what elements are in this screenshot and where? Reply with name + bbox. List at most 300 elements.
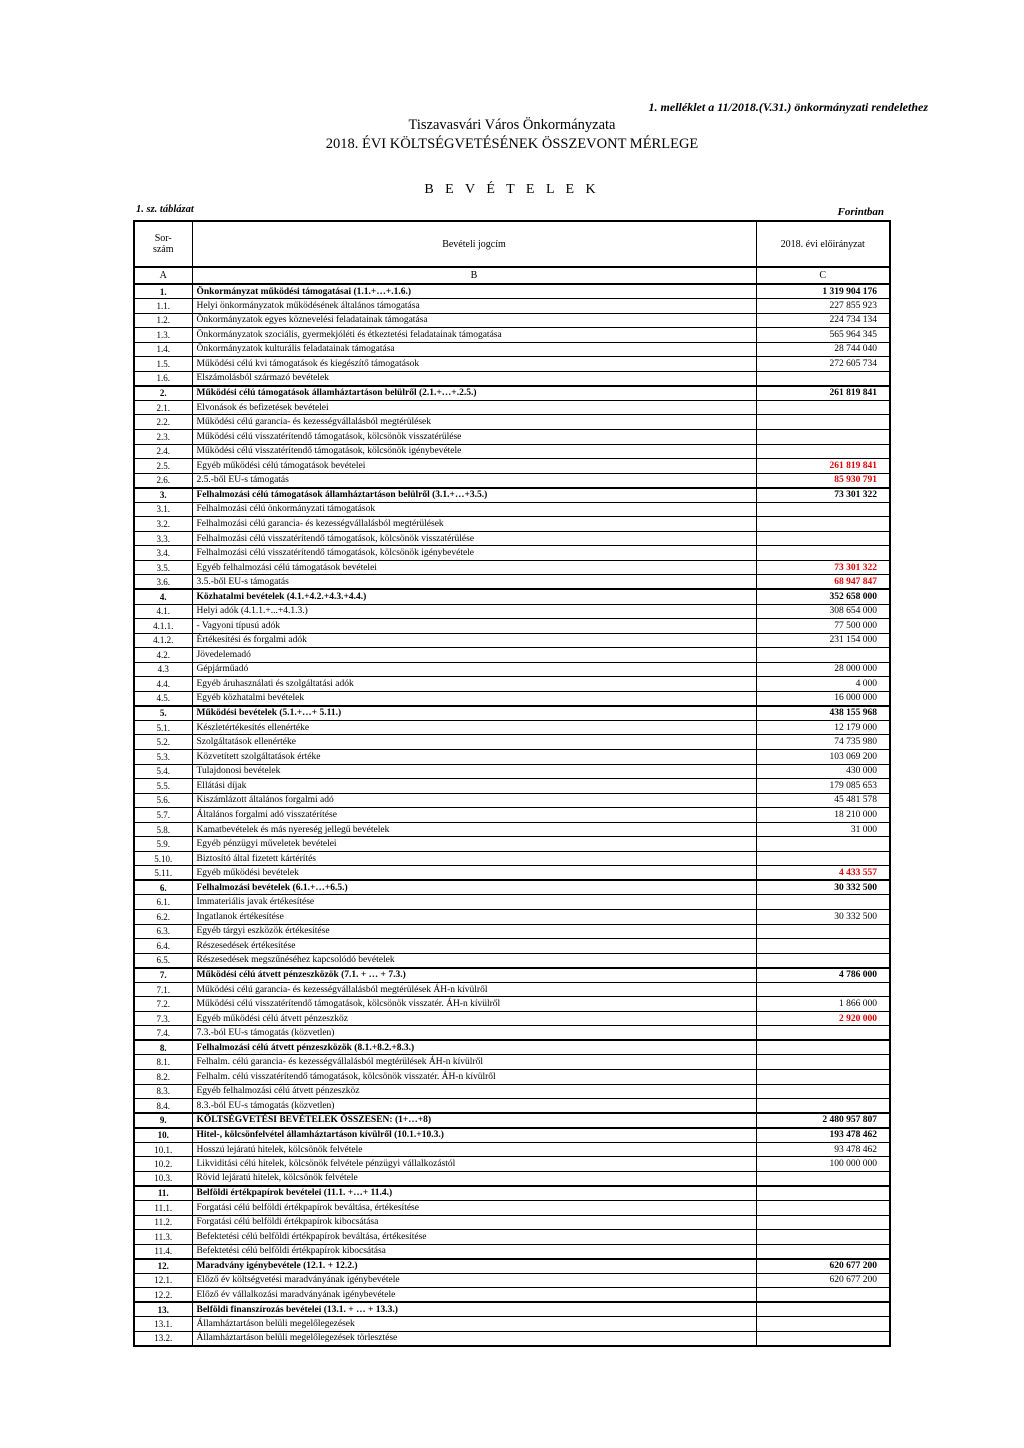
row-amount: 31 000 <box>756 822 890 837</box>
row-amount <box>756 648 890 663</box>
row-label: Felhalmozási célú támogatások államháztartáson belülről (3.1.+…+3.5.) <box>192 488 756 503</box>
row-number: 1.3. <box>134 328 192 343</box>
row-number: 3.2. <box>134 517 192 532</box>
row-amount <box>756 1288 890 1303</box>
table-row <box>134 444 890 459</box>
row-number: 11.3. <box>134 1230 192 1245</box>
row-label: Elszámolásból származó bevételek <box>192 371 756 386</box>
row-label: Közhatalmi bevételek (4.1.+4.2.+4.3.+4.4.) <box>192 589 756 604</box>
row-number: 5. <box>134 706 192 721</box>
row-number: 5.5. <box>134 779 192 794</box>
table-row <box>134 575 890 590</box>
row-amount: 438 155 968 <box>756 706 890 721</box>
row-number: 3.3. <box>134 531 192 546</box>
table-row-main <box>134 1186 890 1201</box>
row-label: Befektetési célú belföldi értékpapírok kibocsátása <box>192 1244 756 1259</box>
row-number: 12.1. <box>134 1273 192 1288</box>
row-number: 6.4. <box>134 939 192 954</box>
row-number: 5.3. <box>134 750 192 765</box>
row-number: 6. <box>134 880 192 895</box>
table-row <box>134 546 890 561</box>
table-row <box>134 299 890 314</box>
row-label: Forgatási célú belföldi értékpapírok beváltása, értékesítése <box>192 1200 756 1215</box>
table-row <box>134 822 890 837</box>
table-row <box>134 415 890 430</box>
row-number: 5.2. <box>134 735 192 750</box>
table-row <box>134 619 890 634</box>
row-label: Működési célú kvi támogatások és kiegészítő támogatások <box>192 357 756 372</box>
row-amount <box>756 1084 890 1099</box>
table-row <box>134 1055 890 1070</box>
table-row-main <box>134 284 890 299</box>
row-label: Forgatási célú belföldi értékpapírok kibocsátása <box>192 1215 756 1230</box>
table-row <box>134 1244 890 1259</box>
row-label: Önkormányzatok kulturális feladatainak támogatása <box>192 342 756 357</box>
row-amount <box>756 939 890 954</box>
row-number: 6.5. <box>134 953 192 968</box>
row-label: Belföldi értékpapírok bevételei (11.1. +…+ 11.4.) <box>192 1186 756 1201</box>
table-row <box>134 924 890 939</box>
row-number: 5.11. <box>134 866 192 881</box>
row-label: Működési célú visszatérítendő támogatások, kölcsönök visszatérülése <box>192 429 756 444</box>
table-row <box>134 429 890 444</box>
row-number: 13.1. <box>134 1317 192 1332</box>
table-row <box>134 866 890 881</box>
row-number: 10.1. <box>134 1142 192 1157</box>
municipality-title: Tiszavasvári Város Önkormányzata <box>408 117 616 133</box>
col-header-title: Bevételi jogcím <box>192 221 756 267</box>
row-number: 7.2. <box>134 997 192 1012</box>
row-number: 4. <box>134 589 192 604</box>
row-number: 4.2. <box>134 648 192 663</box>
table-row <box>134 357 890 372</box>
table-row-main <box>134 1113 890 1128</box>
table-row <box>134 939 890 954</box>
row-amount: 4 000 <box>756 677 890 692</box>
row-amount <box>756 1099 890 1114</box>
row-amount: 18 210 000 <box>756 808 890 823</box>
row-amount: 231 154 000 <box>756 633 890 648</box>
row-number: 4.1. <box>134 604 192 619</box>
row-number: 4.1.2. <box>134 633 192 648</box>
row-amount: 352 658 000 <box>756 589 890 604</box>
row-label: - Vagyoni típusú adók <box>192 619 756 634</box>
row-amount <box>756 1215 890 1230</box>
row-number: 8. <box>134 1040 192 1055</box>
row-label: Maradvány igénybevétele (12.1. + 12.2.) <box>192 1259 756 1274</box>
row-amount <box>756 982 890 997</box>
row-amount <box>756 371 890 386</box>
annex-reference: 1. melléklet a 11/2018.(V.31.) önkormányzati rendelethez <box>648 100 928 114</box>
table-row-main <box>134 706 890 721</box>
row-label: Egyéb felhalmozási célú átvett pénzeszköz <box>192 1084 756 1099</box>
row-amount <box>756 415 890 430</box>
table-row <box>134 1026 890 1041</box>
row-amount <box>756 924 890 939</box>
row-number: 8.3. <box>134 1084 192 1099</box>
row-amount <box>756 1302 890 1317</box>
row-label: Egyéb pénzügyi műveletek bevételei <box>192 837 756 852</box>
row-label: Előző év vállalkozási maradványának igénybevétele <box>192 1288 756 1303</box>
table-row <box>134 1142 890 1157</box>
row-label: Működési célú garancia- és kezességvállalásból megtérülések ÁH-n kívülről <box>192 982 756 997</box>
table-row <box>134 1011 890 1026</box>
row-number: 7.4. <box>134 1026 192 1041</box>
row-amount: 30 332 500 <box>756 880 890 895</box>
table-row <box>134 735 890 750</box>
row-number: 1.6. <box>134 371 192 386</box>
currency-unit: Forintban <box>837 206 884 218</box>
row-label: Kiszámlázott általános forgalmi adó <box>192 793 756 808</box>
row-number: 8.4. <box>134 1099 192 1114</box>
row-number: 5.7. <box>134 808 192 823</box>
row-number: 12. <box>134 1259 192 1274</box>
row-amount: 620 677 200 <box>756 1273 890 1288</box>
row-label: Működési célú átvett pénzeszközök (7.1. + … + 7.3.) <box>192 968 756 983</box>
table-row <box>134 313 890 328</box>
row-label: Tulajdonosi bevételek <box>192 764 756 779</box>
row-number: 4.1.1. <box>134 619 192 634</box>
row-number: 9. <box>134 1113 192 1128</box>
table-row <box>134 851 890 866</box>
table-row <box>134 1288 890 1303</box>
row-amount: 4 433 557 <box>756 866 890 881</box>
row-amount: 261 819 841 <box>756 386 890 401</box>
row-amount: 77 500 000 <box>756 619 890 634</box>
row-number: 2.5. <box>134 459 192 474</box>
table-row <box>134 750 890 765</box>
table-row <box>134 517 890 532</box>
row-amount: 224 734 134 <box>756 313 890 328</box>
row-amount: 73 301 322 <box>756 560 890 575</box>
table-row-main <box>134 386 890 401</box>
table-row <box>134 779 890 794</box>
row-amount <box>756 1040 890 1055</box>
col-letter-c: C <box>756 267 890 284</box>
row-label: Részesedések megszűnéséhez kapcsolódó bevételek <box>192 953 756 968</box>
row-number: 4.4. <box>134 677 192 692</box>
table-row <box>134 997 890 1012</box>
row-amount <box>756 531 890 546</box>
row-amount <box>756 1331 890 1346</box>
row-number: 3.1. <box>134 502 192 517</box>
row-number: 7.1. <box>134 982 192 997</box>
row-amount: 308 654 000 <box>756 604 890 619</box>
row-label: Ellátási díjak <box>192 779 756 794</box>
row-amount: 227 855 923 <box>756 299 890 314</box>
table-row-main <box>134 1040 890 1055</box>
row-amount: 179 085 653 <box>756 779 890 794</box>
table-row <box>134 1331 890 1346</box>
row-label: Felhalmozási célú visszatérítendő támogatások, kölcsönök visszatérülése <box>192 531 756 546</box>
row-number: 3.6. <box>134 575 192 590</box>
row-label: Helyi önkormányzatok működésének általános támogatása <box>192 299 756 314</box>
row-number: 5.8. <box>134 822 192 837</box>
document-title: 2018. ÉVI KÖLTSÉGVETÉSÉNEK ÖSSZEVONT MÉRLEGE <box>325 136 699 152</box>
col-letter-b: B <box>192 267 756 284</box>
table-row <box>134 1084 890 1099</box>
row-label: Belföldi finanszírozás bevételei (13.1. + … + 13.3.) <box>192 1302 756 1317</box>
row-label: Egyéb tárgyi eszközök értékesítése <box>192 924 756 939</box>
row-label: Értékesítési és forgalmi adók <box>192 633 756 648</box>
row-amount: 28 744 040 <box>756 342 890 357</box>
row-number: 11.2. <box>134 1215 192 1230</box>
row-number: 7.3. <box>134 1011 192 1026</box>
row-amount <box>756 444 890 459</box>
row-label: Közvetített szolgáltatások értéke <box>192 750 756 765</box>
table-row <box>134 662 890 677</box>
row-label: Rövid lejáratú hitelek, kölcsönök felvétele <box>192 1171 756 1186</box>
row-label: Egyéb működési bevételek <box>192 866 756 881</box>
row-label: KÖLTSÉGVETÉSI BEVÉTELEK ÖSSZESEN: (1+…+8) <box>192 1113 756 1128</box>
row-label: Egyéb áruhasználati és szolgáltatási adók <box>192 677 756 692</box>
row-amount: 85 930 791 <box>756 473 890 488</box>
row-amount: 30 332 500 <box>756 910 890 925</box>
row-number: 3. <box>134 488 192 503</box>
table-row <box>134 953 890 968</box>
row-number: 1.4. <box>134 342 192 357</box>
table-row <box>134 1171 890 1186</box>
row-number: 1.1. <box>134 299 192 314</box>
table-row <box>134 473 890 488</box>
row-amount <box>756 1171 890 1186</box>
row-number: 5.10. <box>134 851 192 866</box>
row-number: 3.4. <box>134 546 192 561</box>
row-number: 5.1. <box>134 720 192 735</box>
row-amount <box>756 895 890 910</box>
row-amount: 261 819 841 <box>756 459 890 474</box>
table-row <box>134 1157 890 1172</box>
row-number: 11. <box>134 1186 192 1201</box>
row-amount: 93 478 462 <box>756 1142 890 1157</box>
row-amount: 68 947 847 <box>756 575 890 590</box>
row-label: Helyi adók (4.1.1.+...+4.1.3.) <box>192 604 756 619</box>
row-amount: 16 000 000 <box>756 691 890 706</box>
row-label: Felhalm. célú visszatérítendő támogatások, kölcsönök visszatér. ÁH-n kívülről <box>192 1070 756 1085</box>
table-row <box>134 1070 890 1085</box>
row-amount: 430 000 <box>756 764 890 779</box>
row-number: 5.6. <box>134 793 192 808</box>
table-row <box>134 837 890 852</box>
col-letter-a: A <box>134 267 192 284</box>
row-number: 11.1. <box>134 1200 192 1215</box>
row-number: 13. <box>134 1302 192 1317</box>
row-label: Államháztartáson belüli megelőlegezések <box>192 1317 756 1332</box>
row-label: Likviditási célú hitelek, kölcsönök felvétele pénzügyi vállalkozástól <box>192 1157 756 1172</box>
table-row <box>134 633 890 648</box>
row-amount: 1 866 000 <box>756 997 890 1012</box>
row-number: 5.9. <box>134 837 192 852</box>
row-number: 8.1. <box>134 1055 192 1070</box>
table-row-main <box>134 1259 890 1274</box>
row-label: Elvonások és befizetések bevételei <box>192 400 756 415</box>
row-label: 7.3.-ból EU-s támogatás (közvetlen) <box>192 1026 756 1041</box>
row-amount <box>756 400 890 415</box>
table-row <box>134 459 890 474</box>
table-row <box>134 793 890 808</box>
row-number: 10.2. <box>134 1157 192 1172</box>
row-label: Önkormányzat működési támogatásai (1.1.+…+.1.6.) <box>192 284 756 299</box>
row-amount: 4 786 000 <box>756 968 890 983</box>
table-row <box>134 895 890 910</box>
table-row <box>134 1230 890 1245</box>
table-row <box>134 502 890 517</box>
table-row <box>134 1317 890 1332</box>
table-row <box>134 982 890 997</box>
row-amount: 100 000 000 <box>756 1157 890 1172</box>
row-label: Szolgáltatások ellenértéke <box>192 735 756 750</box>
row-amount: 620 677 200 <box>756 1259 890 1274</box>
table-row <box>134 1215 890 1230</box>
row-number: 10.3. <box>134 1171 192 1186</box>
row-number: 11.4. <box>134 1244 192 1259</box>
row-amount <box>756 502 890 517</box>
row-amount: 272 605 734 <box>756 357 890 372</box>
row-label: Jövedelemadó <box>192 648 756 663</box>
row-label: Működési célú visszatérítendő támogatások, kölcsönök visszatér. ÁH-n kívülről <box>192 997 756 1012</box>
row-label: Felhalm. célú garancia- és kezességvállalásból megtérülések ÁH-n kívülről <box>192 1055 756 1070</box>
row-label: Immateriális javak értékesítése <box>192 895 756 910</box>
row-label: Működési célú visszatérítendő támogatások, kölcsönök igénybevétele <box>192 444 756 459</box>
row-amount <box>756 1244 890 1259</box>
section-title: B E V É T E L E K <box>424 182 600 197</box>
table-row <box>134 531 890 546</box>
table-row-main <box>134 880 890 895</box>
row-label: Befektetési célú belföldi értékpapírok beváltása, értékesítése <box>192 1230 756 1245</box>
row-number: 6.2. <box>134 910 192 925</box>
row-number: 2.1. <box>134 400 192 415</box>
row-number: 10. <box>134 1128 192 1143</box>
row-number: 6.3. <box>134 924 192 939</box>
table-row <box>134 560 890 575</box>
table-row-main <box>134 968 890 983</box>
col-header-amount: 2018. évi előirányzat <box>756 221 890 267</box>
revenue-table <box>133 220 891 1347</box>
row-label: Készletértékesítés ellenértéke <box>192 720 756 735</box>
row-number: 13.2. <box>134 1331 192 1346</box>
table-row <box>134 910 890 925</box>
table-row-main <box>134 589 890 604</box>
row-number: 5.4. <box>134 764 192 779</box>
table-row <box>134 400 890 415</box>
row-number: 2. <box>134 386 192 401</box>
row-amount: 73 301 322 <box>756 488 890 503</box>
row-number: 1. <box>134 284 192 299</box>
table-row <box>134 720 890 735</box>
row-label: 3.5.-ből EU-s támogatás <box>192 575 756 590</box>
row-number: 4.3 <box>134 662 192 677</box>
row-amount <box>756 851 890 866</box>
table-row <box>134 764 890 779</box>
table-row <box>134 328 890 343</box>
row-amount <box>756 1230 890 1245</box>
row-label: Kamatbevételek és más nyereség jellegű bevételek <box>192 822 756 837</box>
row-label: Általános forgalmi adó visszatérítése <box>192 808 756 823</box>
table-number: 1. sz. táblázat <box>136 204 194 215</box>
table-row <box>134 648 890 663</box>
row-amount: 2 920 000 <box>756 1011 890 1026</box>
table-row <box>134 371 890 386</box>
row-amount: 565 964 345 <box>756 328 890 343</box>
row-amount: 28 000 000 <box>756 662 890 677</box>
row-amount: 45 481 578 <box>756 793 890 808</box>
row-label: Gépjárműadó <box>192 662 756 677</box>
row-label: Felhalmozási célú garancia- és kezességvállalásból megtérülések <box>192 517 756 532</box>
row-number: 3.5. <box>134 560 192 575</box>
row-amount: 12 179 000 <box>756 720 890 735</box>
row-label: Hitel-, kölcsönfelvétel államháztartáson kívülről (10.1.+10.3.) <box>192 1128 756 1143</box>
row-amount <box>756 837 890 852</box>
table-row <box>134 808 890 823</box>
row-label: Egyéb működési célú átvett pénzeszköz <box>192 1011 756 1026</box>
row-label: Önkormányzatok egyes köznevelési feladatainak támogatása <box>192 313 756 328</box>
row-amount <box>756 1200 890 1215</box>
row-amount <box>756 1070 890 1085</box>
row-label: Ingatlanok értékesítése <box>192 910 756 925</box>
row-number: 2.2. <box>134 415 192 430</box>
row-amount <box>756 429 890 444</box>
row-number: 2.6. <box>134 473 192 488</box>
row-amount <box>756 1055 890 1070</box>
row-label: Államháztartáson belüli megelőlegezések törlesztése <box>192 1331 756 1346</box>
row-label: Működési célú garancia- és kezességvállalásból megtérülések <box>192 415 756 430</box>
row-number: 12.2. <box>134 1288 192 1303</box>
row-amount: 1 319 904 176 <box>756 284 890 299</box>
row-label: 2.5.-ből EU-s támogatás <box>192 473 756 488</box>
table-row <box>134 604 890 619</box>
row-label: Biztosító által fizetett kártérítés <box>192 851 756 866</box>
col-header-number: Sor- szám <box>134 221 192 267</box>
table-row <box>134 342 890 357</box>
row-amount <box>756 517 890 532</box>
table-row-main <box>134 488 890 503</box>
row-amount <box>756 953 890 968</box>
row-amount <box>756 1186 890 1201</box>
table-row <box>134 677 890 692</box>
row-label: Felhalmozási célú átvett pénzeszközök (8.1.+8.2.+8.3.) <box>192 1040 756 1055</box>
row-amount: 103 069 200 <box>756 750 890 765</box>
row-label: Részesedések értékesítése <box>192 939 756 954</box>
row-label: Egyéb felhalmozási célú támogatások bevételei <box>192 560 756 575</box>
row-label: Egyéb közhatalmi bevételek <box>192 691 756 706</box>
row-label: Felhalmozási célú önkormányzati támogatások <box>192 502 756 517</box>
row-number: 7. <box>134 968 192 983</box>
row-label: 8.3.-ból EU-s támogatás (közvetlen) <box>192 1099 756 1114</box>
row-number: 6.1. <box>134 895 192 910</box>
row-number: 2.3. <box>134 429 192 444</box>
row-amount <box>756 1026 890 1041</box>
row-amount <box>756 546 890 561</box>
row-number: 2.4. <box>134 444 192 459</box>
row-label: Egyéb működési célú támogatások bevételei <box>192 459 756 474</box>
row-amount: 193 478 462 <box>756 1128 890 1143</box>
row-label: Működési célú támogatások államháztartáson belülről (2.1.+…+.2.5.) <box>192 386 756 401</box>
table-row <box>134 1200 890 1215</box>
row-number: 8.2. <box>134 1070 192 1085</box>
row-number: 1.2. <box>134 313 192 328</box>
row-number: 1.5. <box>134 357 192 372</box>
table-row <box>134 1273 890 1288</box>
table-row-main <box>134 1302 890 1317</box>
table-row <box>134 691 890 706</box>
row-label: Előző év költségvetési maradványának igénybevétele <box>192 1273 756 1288</box>
row-label: Működési bevételek (5.1.+…+ 5.11.) <box>192 706 756 721</box>
row-number: 4.5. <box>134 691 192 706</box>
table-body <box>134 284 890 1346</box>
row-label: Önkormányzatok szociális, gyermekjóléti és étkeztetési feladatainak támogatása <box>192 328 756 343</box>
table-row <box>134 1099 890 1114</box>
row-label: Hosszú lejáratú hitelek, kölcsönök felvétele <box>192 1142 756 1157</box>
